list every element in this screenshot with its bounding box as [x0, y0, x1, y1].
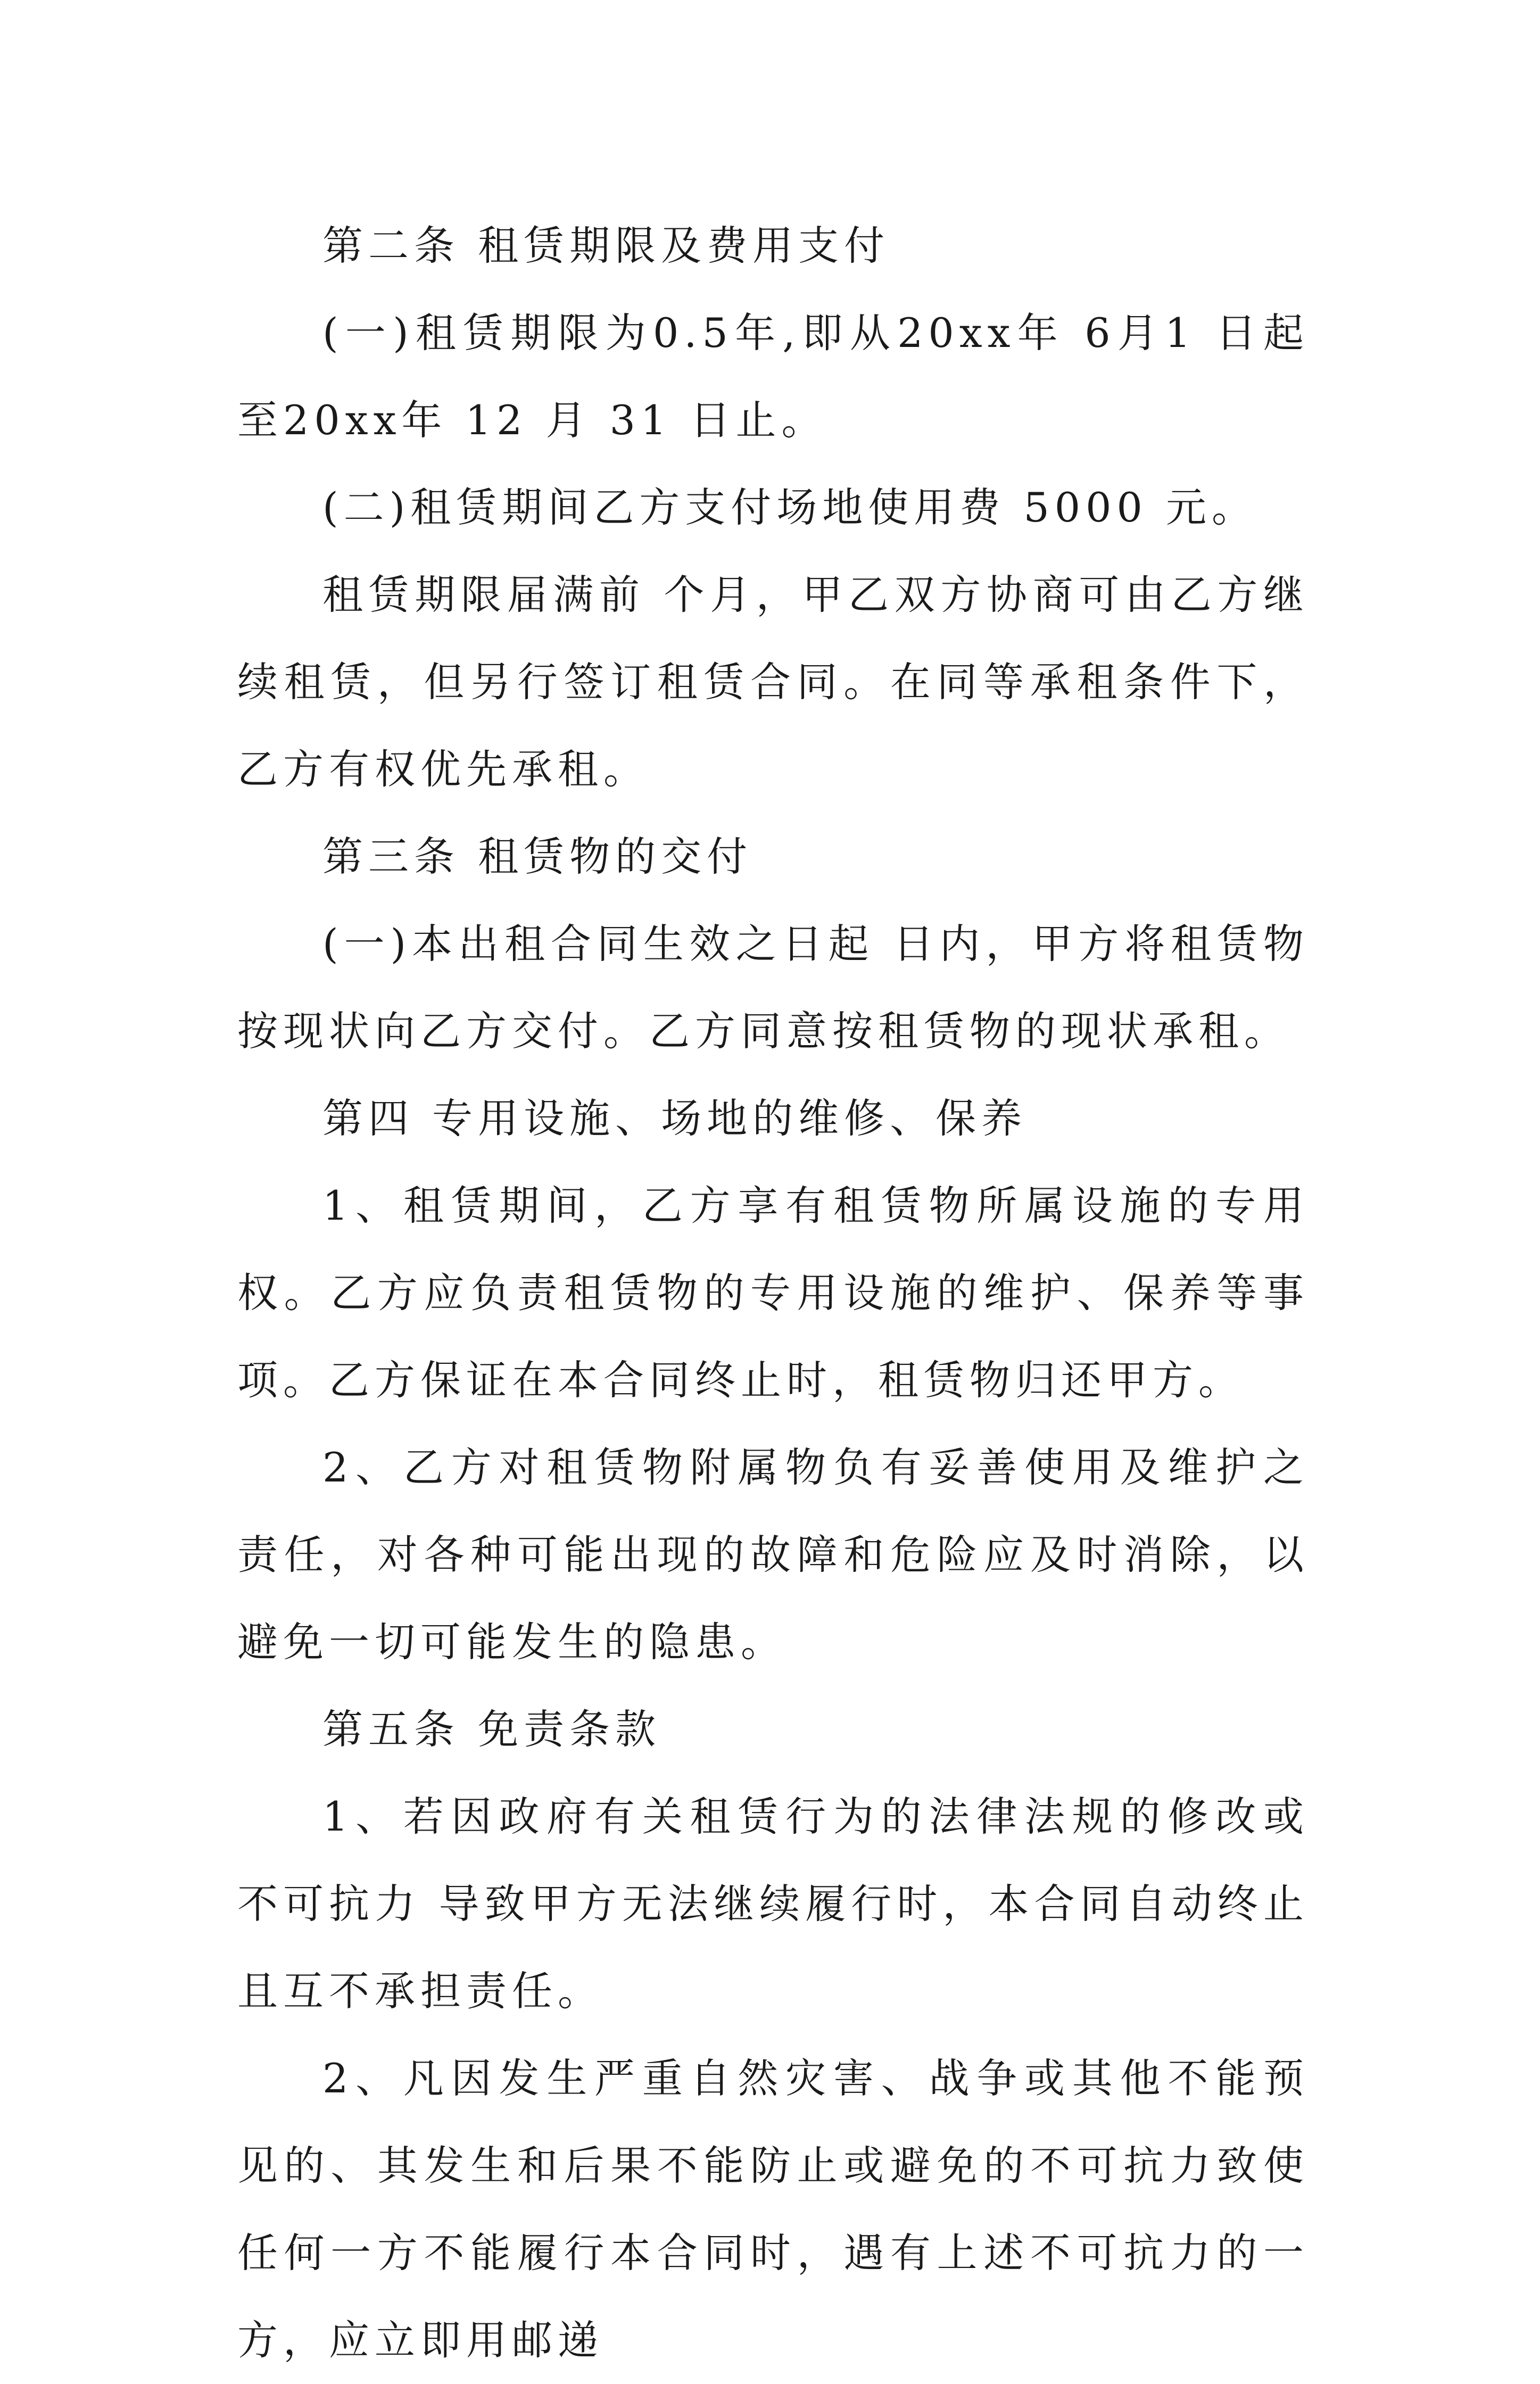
paragraph-lease-term: (一)租赁期限为0.5年,即从20xx年 6月1 日起至20xx年 12 月 31 日止。 — [237, 309, 1309, 444]
paragraph-exemption-2: 2、凡因发生严重自然灾害、战争或其他不能预见的、其发生和后果不能防止或避免的不可抗力致使任何一方不能履行本合同时，遇有上述不可抗力的一方，应立即用邮递 — [237, 2055, 1309, 2364]
section-heading-article-3: 第三条 租赁物的交付 — [322, 833, 753, 880]
paragraph-maintenance-2: 2、乙方对租赁物附属物负有妥善使用及维护之责任，对各种可能出现的故障和危险应及时消除，以避免一切可能发生的隐患。 — [237, 1444, 1309, 1666]
paragraph-renewal: 租赁期限届满前 个月，甲乙双方协商可由乙方继续租赁，但另行签订租赁合同。在同等承租条件下，乙方有权优先承租。 — [237, 571, 1309, 793]
paragraph-maintenance-1: 1、租赁期间，乙方享有租赁物所属设施的专用权。乙方应负责租赁物的专用设施的维护、保养等事项。乙方保证在本合同终止时，租赁物归还甲方。 — [237, 1182, 1309, 1404]
document-body — [237, 202, 1309, 2384]
paragraph-delivery: (一)本出租合同生效之日起 日内，甲方将租赁物按现状向乙方交付。乙方同意按租赁物的现状承租。 — [237, 920, 1309, 1055]
paragraph-usage-fee: (二)租赁期间乙方支付场地使用费 5000 元。 — [322, 484, 1258, 531]
section-heading-article-5: 第五条 免责条款 — [322, 1706, 661, 1753]
section-heading-article-2: 第二条 租赁期限及费用支付 — [322, 222, 890, 269]
paragraph-exemption-1: 1、若因政府有关租赁行为的法律法规的修改或不可抗力 导致甲方无法继续履行时，本合同自动终止且互不承担责任。 — [237, 1793, 1309, 2015]
section-heading-article-4: 第四 专用设施、场地的维修、保养 — [322, 1095, 1028, 1142]
